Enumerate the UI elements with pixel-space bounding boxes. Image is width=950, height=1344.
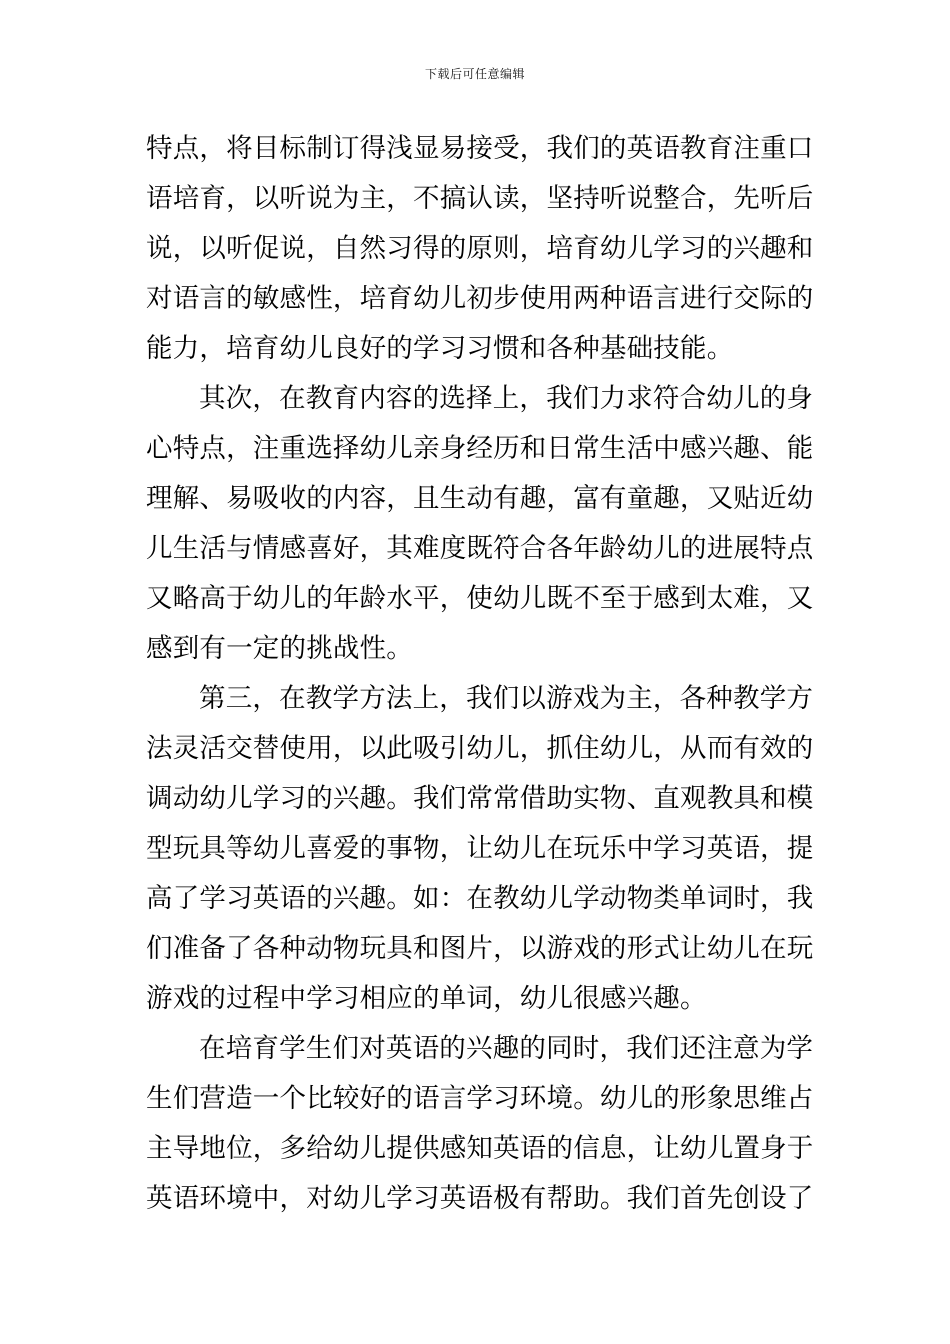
text-line: 在培育学生们对英语的兴趣的同时，我们还注意为学 xyxy=(199,1033,814,1064)
text-line: 又略高于幼儿的年龄水平，使幼儿既不至于感到太难，又 xyxy=(146,583,814,614)
text-line: 其次，在教育内容的选择上，我们力求符合幼儿的身 xyxy=(199,383,814,414)
text-line: 说，以听促说，自然习得的原则，培育幼儿学习的兴趣和 xyxy=(146,233,814,264)
text-line: 特点，将目标制订得浅显易接受，我们的英语教育注重口 xyxy=(146,133,814,164)
text-line: 型玩具等幼儿喜爱的事物，让幼儿在玩乐中学习英语，提 xyxy=(146,833,814,864)
paragraph-2 xyxy=(146,374,814,674)
paragraph-1 xyxy=(146,124,814,374)
text-line: 法灵活交替使用，以此吸引幼儿，抓住幼儿，从而有效的 xyxy=(146,733,814,764)
paragraph-4 xyxy=(146,1024,814,1224)
text-line: 心特点，注重选择幼儿亲身经历和日常生活中感兴趣、能 xyxy=(146,433,814,464)
text-line: 英语环境中，对幼儿学习英语极有帮助。我们首先创设了 xyxy=(146,1183,814,1214)
document-body xyxy=(146,124,814,1224)
text-line: 主导地位，多给幼儿提供感知英语的信息，让幼儿置身于 xyxy=(146,1133,814,1164)
text-line: 生们营造一个比较好的语言学习环境。幼儿的形象思维占 xyxy=(146,1083,814,1114)
text-line: 第三，在教学方法上，我们以游戏为主，各种教学方 xyxy=(199,683,814,714)
text-line: 能力，培育幼儿良好的学习习惯和各种基础技能。 xyxy=(146,333,734,364)
text-line: 调动幼儿学习的兴趣。我们常常借助实物、直观教具和模 xyxy=(146,783,814,814)
text-line: 语培育，以听说为主，不搞认读，坚持听说整合，先听后 xyxy=(146,183,814,214)
text-line: 儿生活与情感喜好，其难度既符合各年龄幼儿的进展特点 xyxy=(146,533,814,564)
text-line: 对语言的敏感性，培育幼儿初步使用两种语言进行交际的 xyxy=(146,283,814,314)
page-header: 下载后可任意编辑 xyxy=(424,67,525,81)
text-line: 游戏的过程中学习相应的单词，幼儿很感兴趣。 xyxy=(146,983,707,1014)
paragraph-3 xyxy=(146,674,814,1024)
text-line: 们准备了各种动物玩具和图片，以游戏的形式让幼儿在玩 xyxy=(146,933,814,964)
text-line: 感到有一定的挑战性。 xyxy=(146,633,413,664)
text-line: 理解、易吸收的内容，且生动有趣，富有童趣，又贴近幼 xyxy=(146,483,814,514)
text-line: 高了学习英语的兴趣。如：在教幼儿学动物类单词时，我 xyxy=(146,883,814,914)
